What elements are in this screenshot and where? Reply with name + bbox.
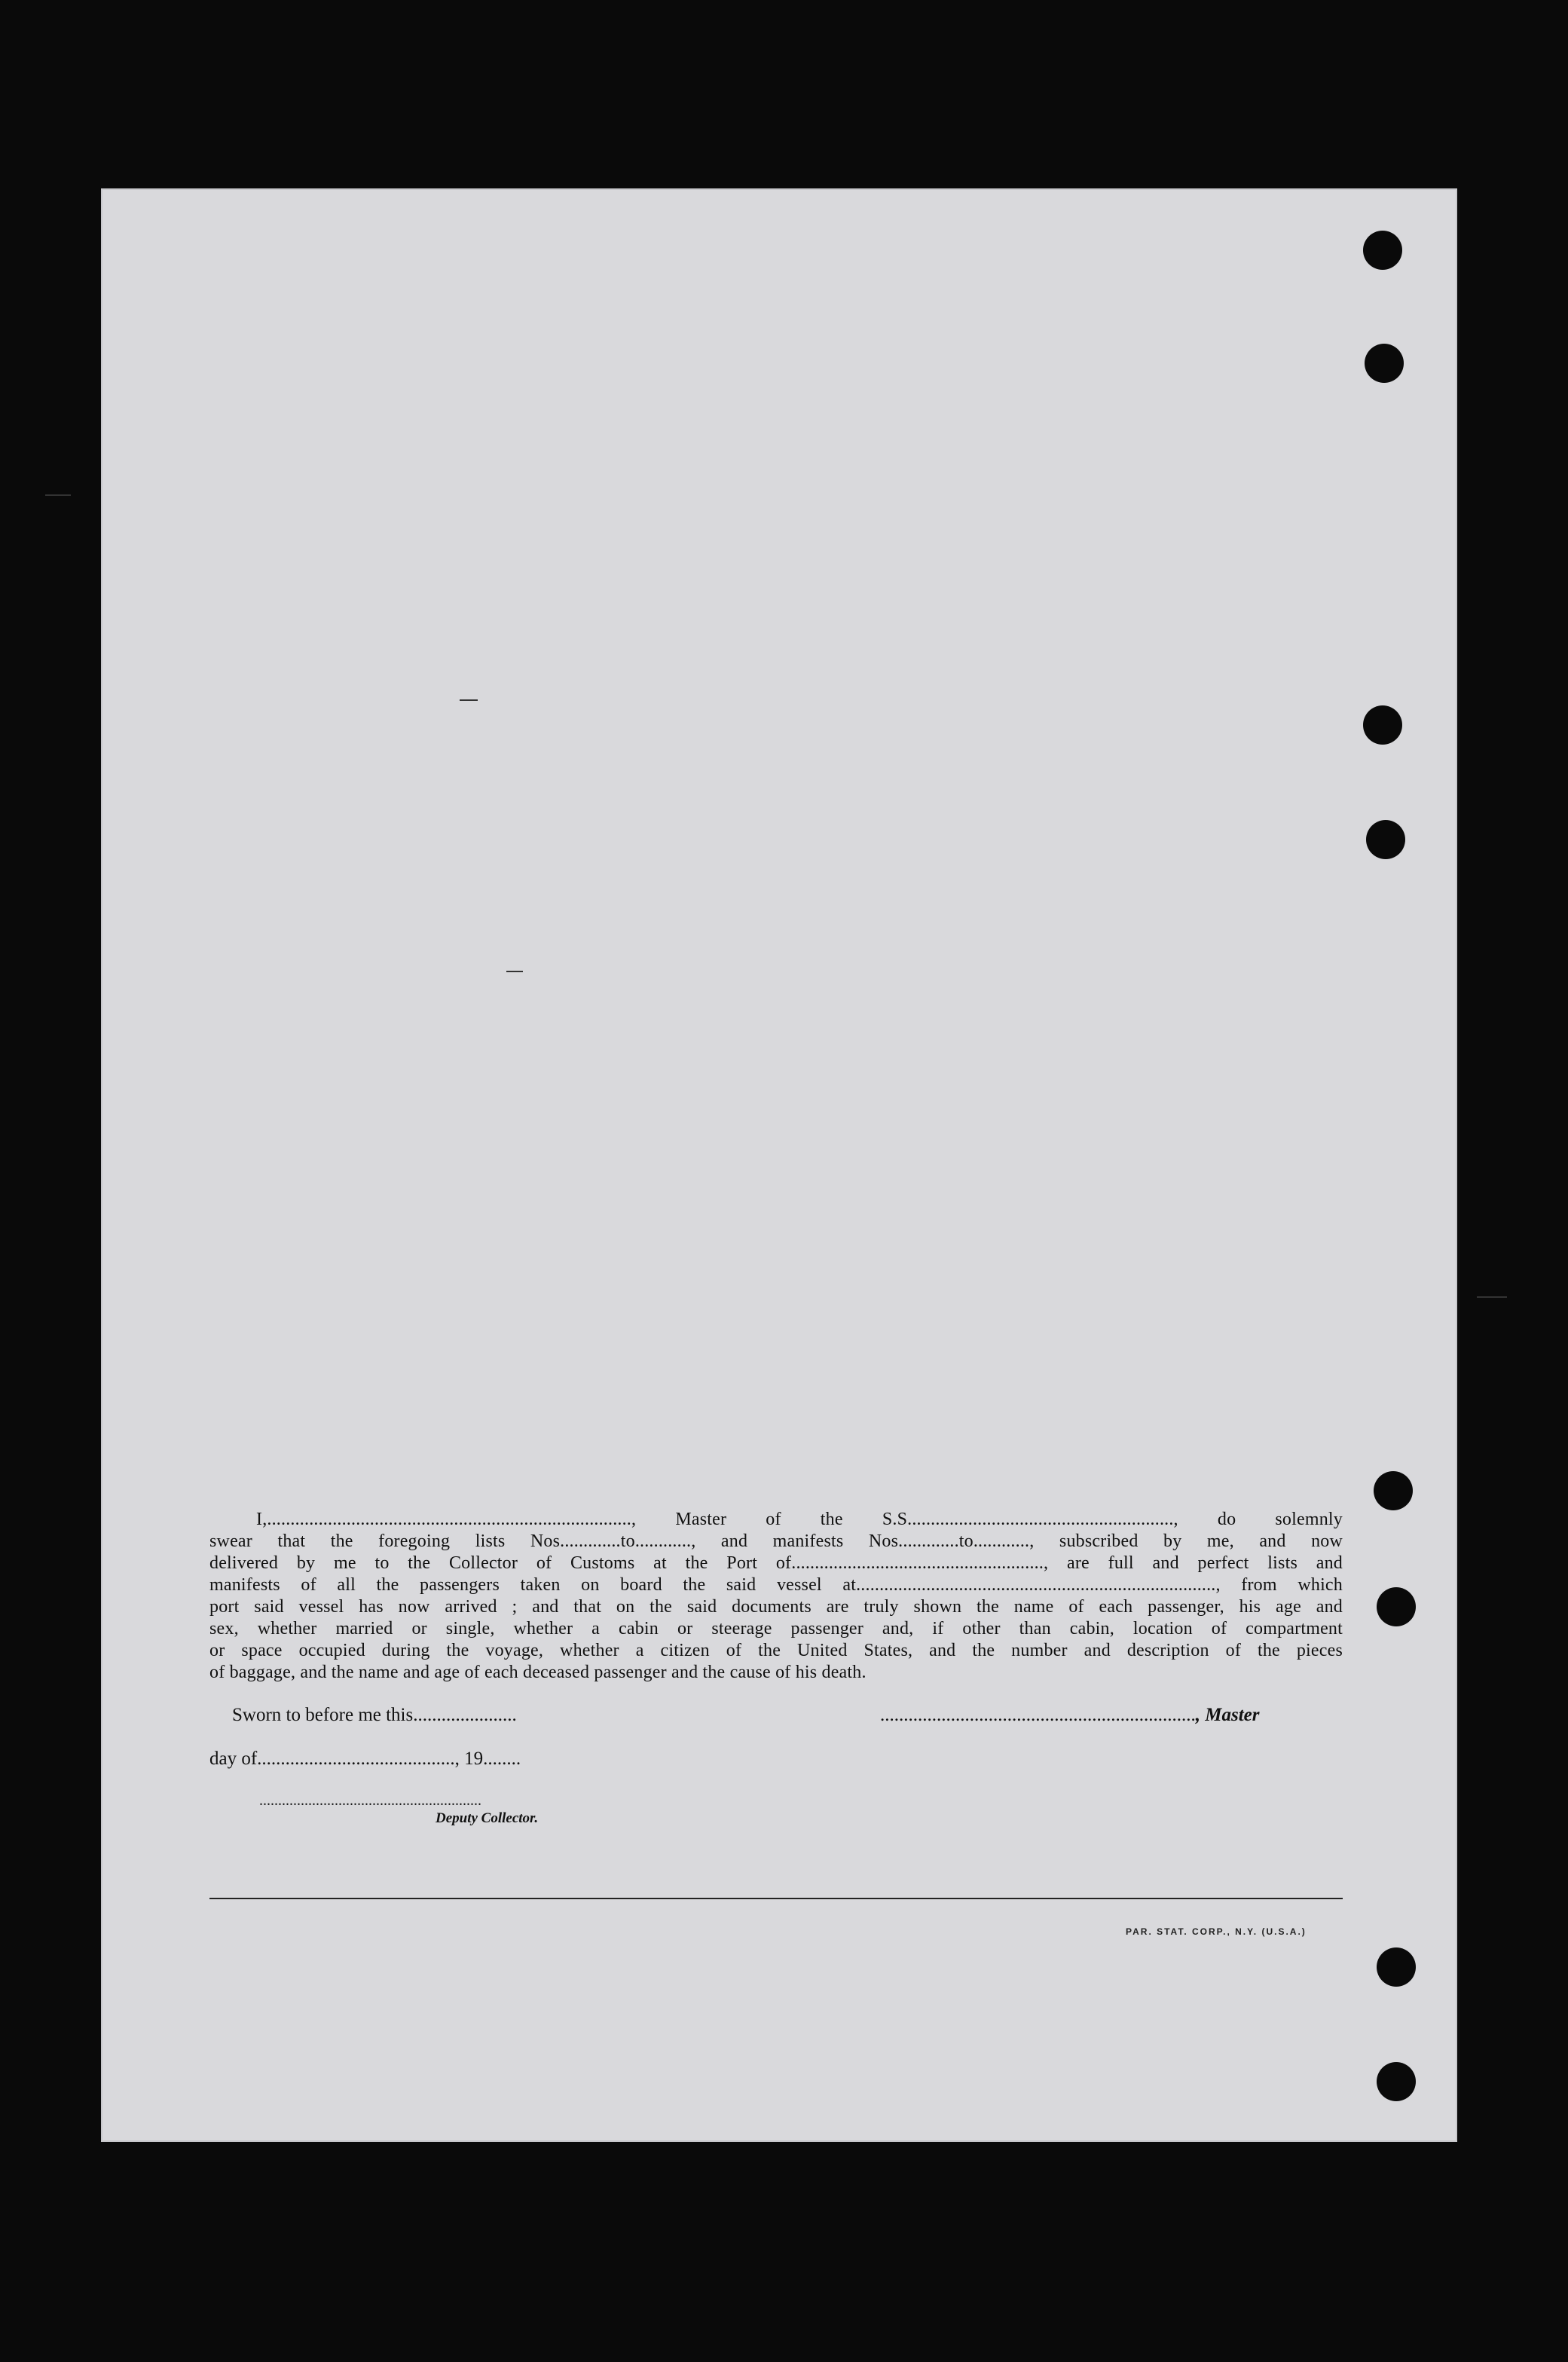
oath-line: port said vessel has now arrived ; and that on the said documents are truly shown the name of each passenger, his age and [209,1597,1343,1617]
punch-hole [1374,1471,1413,1510]
scan-speck [506,971,523,972]
printer-imprint: PAR. STAT. CORP., N.Y. (U.S.A.) [1126,1926,1307,1937]
punch-hole [1363,705,1402,745]
master-signature-line: ................................................................... [880,1705,1196,1725]
deputy-collector-label: Deputy Collector. [436,1810,539,1826]
punch-hole [1377,1947,1416,1987]
manifest-page [101,188,1457,2142]
scan-speck [460,699,478,701]
punch-hole [1365,344,1404,383]
master-label: , Master [1195,1705,1260,1725]
deputy-signature-line: ........................................................... [259,1792,481,1809]
punch-hole [1363,231,1402,270]
oath-line: of baggage, and the name and age of each deceased passenger and the cause of his death. [209,1663,867,1682]
oath-line: swear that the foregoing lists Nos.............to............, and manifests Nos.............to............, subscribed by me, and now [209,1531,1343,1551]
punch-hole [1366,820,1405,859]
punch-hole [1377,1587,1416,1626]
footer-rule [209,1898,1343,1899]
oath-line: sex, whether married or single, whether a cabin or steerage passenger and, if other than cabin, location of compartment [209,1619,1343,1638]
oath-line: manifests of all the passengers taken on board the said vessel at............................................................................., from which [209,1575,1343,1595]
scan-speck [45,494,71,496]
scan-speck [1477,1296,1507,1298]
master-signature-block [880,1705,1259,1726]
oath-line: I,.............................................................................., Master of the S.S........................................................., do solemnly [256,1510,1343,1529]
day-of-line: day of.........................................., 19........ [209,1749,521,1769]
sworn-line: Sworn to before me this...................... [232,1705,517,1725]
punch-hole [1377,2062,1416,2101]
oath-paragraph [209,1509,1343,1684]
oath-line: delivered by me to the Collector of Customs at the Port of......................................................, are full and perfect lists and [209,1553,1343,1573]
oath-line: or space occupied during the voyage, whether a citizen of the United States, and the number and description of the pieces [209,1641,1343,1660]
